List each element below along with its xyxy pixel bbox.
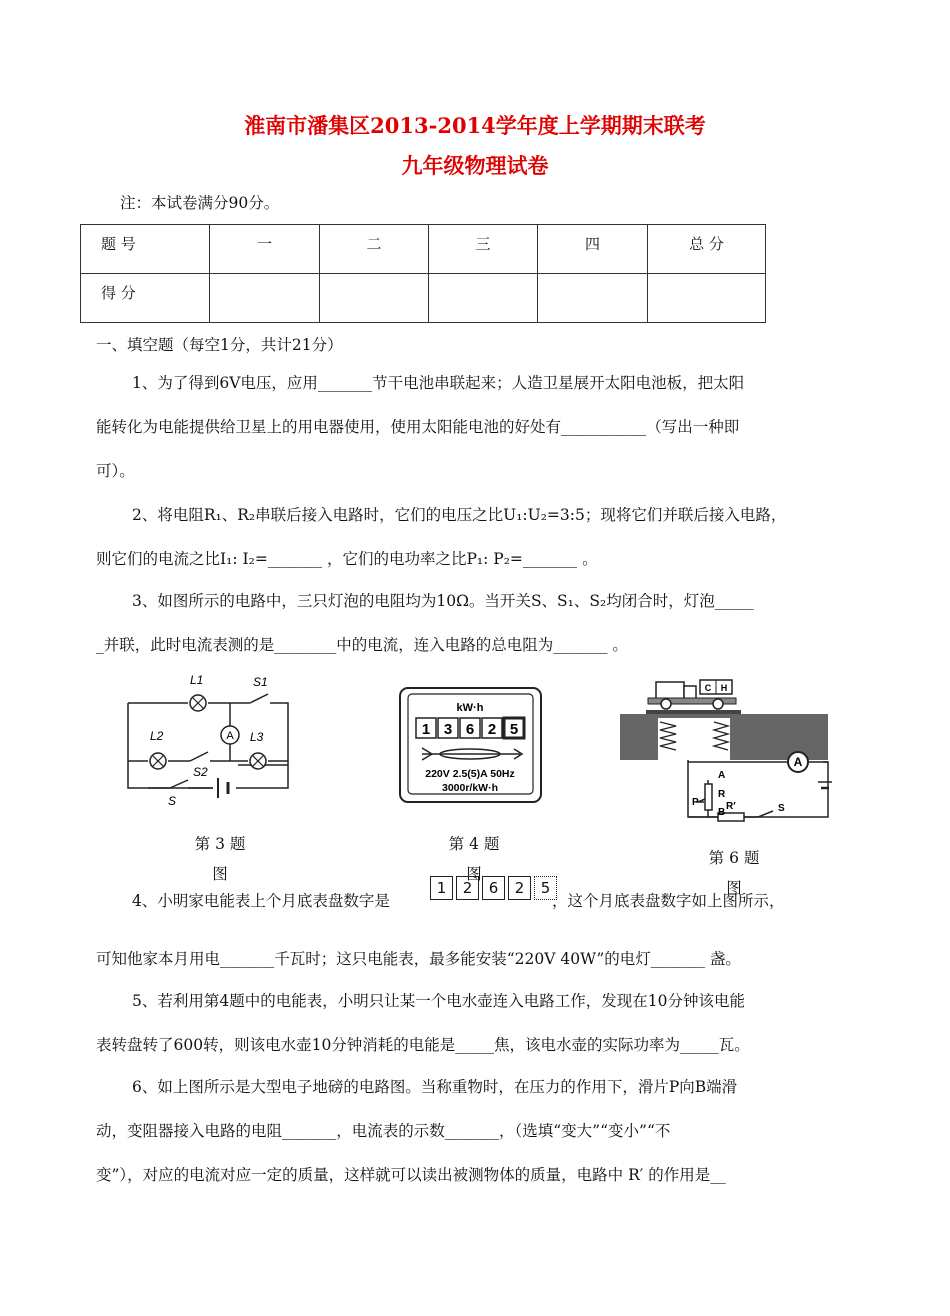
q3-line1: 3、如图所示的电路中，三只灯泡的电阻均为10Ω。当开关S、S₁、S₂均闭合时，灯泡_____ [132,592,754,610]
q1-line1: 1、为了得到6V电压，应用_______节干电池串联起来；人造卫星展开太阳电池板，把太阳 [132,374,745,392]
q4-prefix: 4、小明家电能表上个月底表盘数字是 [132,892,390,910]
q5-line1: 5、若利用第4题中的电能表，小明只让某一个电水壶连入电路工作，发现在10分钟该电能 [132,992,745,1010]
figure3-circuit-diagram [118,668,298,810]
ammeter-label: A [226,730,234,742]
fig4-caption-line2: 图 [466,865,482,883]
meter-digit: 6 [465,721,475,738]
fig4-caption-line1: 第 4 题 [448,835,500,853]
fig3-caption [160,829,280,889]
meter-digit: 3 [443,721,453,738]
label-s: S [168,794,177,808]
header-cell: 总 分 [648,225,766,274]
q6-line3: 变”），对应的电流对应一定的质量，这样就可以读出被测物体的质量，电路中 R′ 的作用是__ [96,1166,726,1184]
scale-label-b: B [718,807,726,818]
score-row-label: 得 分 [81,274,210,323]
label-l3: L3 [250,730,264,744]
score-cell[interactable] [648,274,766,323]
rheostat-icon [705,784,712,810]
q1-line3: 可）。 [96,462,135,480]
score-table-header-row [81,225,766,274]
q3-line2: _并联，此时电流表测的是________中的电流，连入电路的总电阻为_______ 。 [96,636,628,654]
meter-digit: 5 [509,721,519,738]
header-cell: 三 [429,225,538,274]
label-s1: S1 [253,675,268,689]
q4-line2: 可知他家本月用电_______千瓦时；这只电能表，最多能安装“220V 40W”的电灯_______ 盏。 [96,950,741,968]
scale-ammeter-label: A [793,755,803,769]
score-cell[interactable] [210,274,320,323]
scale-label-p: P [692,797,699,808]
scale-label-r-prime: R′ [726,801,736,812]
q4-last-month-meter-digits [430,876,557,900]
figure4-energy-meter [398,686,543,804]
score-cell[interactable] [538,274,648,323]
meter-digit: 1 [421,721,431,738]
q5-line2: 表转盘转了600转，则该电水壶10分钟消耗的电能是_____焦，该电水壶的实际功率为_____瓦。 [96,1036,750,1054]
truck-label-c: C [704,683,712,693]
header-cell: 四 [538,225,648,274]
scale-label-r: R [718,789,726,800]
header-cell: 二 [320,225,429,274]
header-cell: 题 号 [81,225,210,274]
score-cell[interactable] [429,274,538,323]
meter-spec: 220V 2.5(5)A 50Hz [425,768,515,780]
score-table [80,224,766,323]
fig6-caption-line2: 图 [726,879,742,897]
digit-box: 6 [482,876,505,900]
meter-digit: 2 [487,721,497,738]
scale-label-s: S [778,803,785,814]
digit-box: 2 [456,876,479,900]
label-s2: S2 [193,765,208,779]
q2-line2: 则它们的电流之比I₁: I₂=_______ ，它们的电功率之比P₁: P₂=_______ 。 [96,550,598,568]
score-cell[interactable] [320,274,429,323]
meter-rate: 3000r/kW·h [441,782,499,794]
exam-title-line1: 淮南市潘集区2013-2014学年度上学期期末联考 [244,113,706,138]
q4-suffix: ，这个月底表盘数字如上图所示， [552,892,785,910]
digit-box: 1 [430,876,453,900]
q2-line1: 2、将电阻R₁、R₂串联后接入电路时，它们的电压之比U₁:U₂=3:5；现将它们并联后接入电路， [132,506,787,524]
label-l1: L1 [190,673,204,687]
score-table-score-row [81,274,766,323]
fig3-caption-line2: 图 [212,865,228,883]
q1-line2: 能转化为电能提供给卫星上的用电器使用，使用太阳能电池的好处有___________（写出一种即 [96,418,740,436]
fig6-caption-line1: 第 6 题 [708,849,760,867]
section1-heading: 一、填空题（每空1分，共计21分） [96,336,343,354]
q6-line1: 6、如上图所示是大型电子地磅的电路图。当称重物时，在压力的作用下，滑片P向B端滑 [132,1078,738,1096]
meter-unit: kW·h [456,702,484,714]
truck-label-h: H [720,683,728,693]
score-note: 注：本试卷满分90分。 [120,194,280,212]
figure6-scale-circuit [618,672,833,832]
label-l2: L2 [150,729,164,743]
fig3-caption-line1: 第 3 题 [194,835,246,853]
q6-line2: 动，变阻器接入电路的电阻_______，电流表的示数_______，（选填“变大”“变小”“不 [96,1122,671,1140]
exam-title-line2: 九年级物理试卷 [401,153,549,178]
digit-box: 5 [534,876,557,900]
scale-label-a: A [718,770,726,781]
digit-box: 2 [508,876,531,900]
header-cell: 一 [210,225,320,274]
